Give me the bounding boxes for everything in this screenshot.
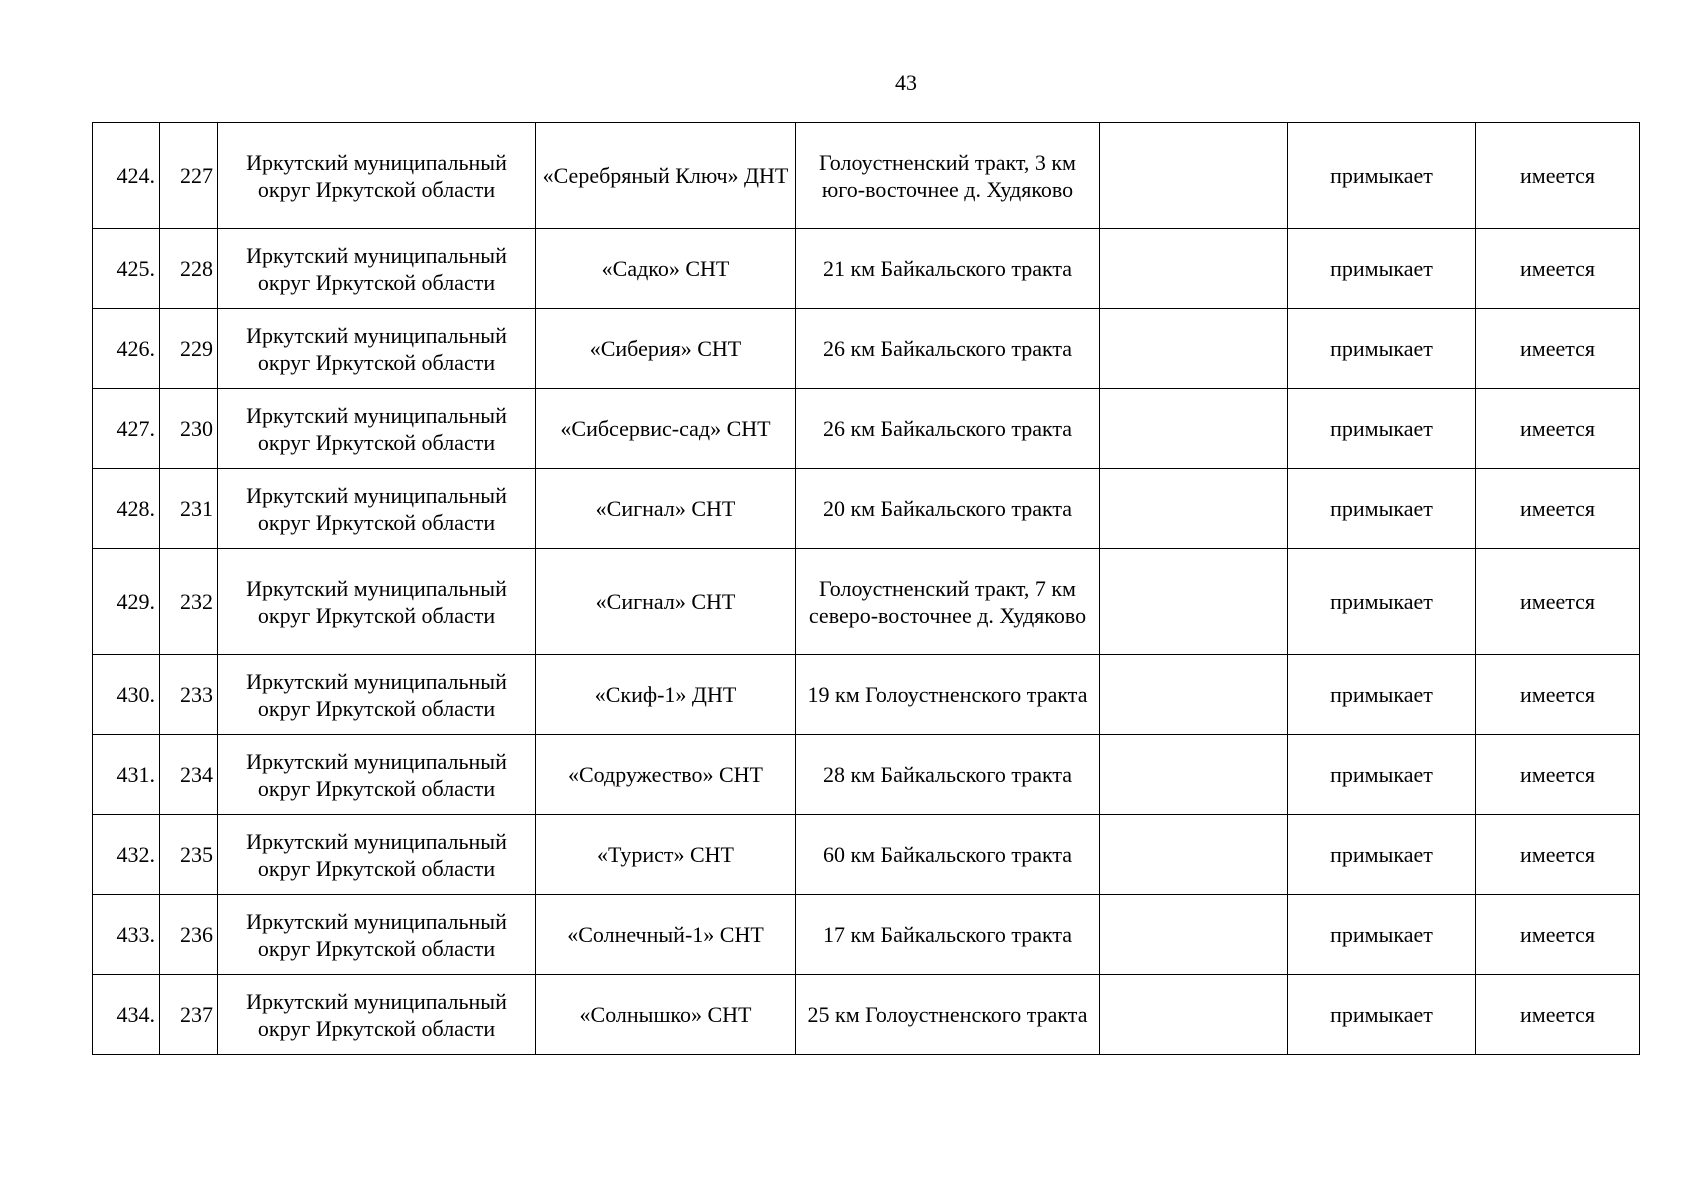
location-cell: 19 км Голоустненского тракта xyxy=(796,655,1100,735)
partnership-name-cell: «Сигнал» СНТ xyxy=(536,469,796,549)
availability-cell: имеется xyxy=(1476,895,1640,975)
adjacency-cell: примыкает xyxy=(1288,549,1476,655)
empty-cell xyxy=(1100,469,1288,549)
adjacency-cell: примыкает xyxy=(1288,309,1476,389)
district-cell: Иркутский муниципальный округ Иркутской области xyxy=(218,229,536,309)
partnership-name-cell: «Турист» СНТ xyxy=(536,815,796,895)
district-cell: Иркутский муниципальный округ Иркутской области xyxy=(218,549,536,655)
sub-number-cell: 235 xyxy=(160,815,218,895)
adjacency-cell: примыкает xyxy=(1288,389,1476,469)
page-number: 43 xyxy=(895,70,917,95)
partnership-name-cell: «Содружество» СНТ xyxy=(536,735,796,815)
availability-cell: имеется xyxy=(1476,389,1640,469)
sub-number-cell: 229 xyxy=(160,309,218,389)
availability-cell: имеется xyxy=(1476,655,1640,735)
district-cell: Иркутский муниципальный округ Иркутской области xyxy=(218,895,536,975)
district-cell: Иркутский муниципальный округ Иркутской области xyxy=(218,123,536,229)
location-cell: 17 км Байкальского тракта xyxy=(796,895,1100,975)
table-row xyxy=(93,389,1640,469)
location-cell: 28 км Байкальского тракта xyxy=(796,735,1100,815)
row-number-cell: 429. xyxy=(93,549,160,655)
registry-table xyxy=(92,122,1640,1055)
row-number-cell: 434. xyxy=(93,975,160,1055)
partnership-name-cell: «Сибсервис-сад» СНТ xyxy=(536,389,796,469)
availability-cell: имеется xyxy=(1476,123,1640,229)
partnership-name-cell: «Солнышко» СНТ xyxy=(536,975,796,1055)
adjacency-cell: примыкает xyxy=(1288,975,1476,1055)
row-number-cell: 428. xyxy=(93,469,160,549)
empty-cell xyxy=(1100,389,1288,469)
empty-cell xyxy=(1100,975,1288,1055)
adjacency-cell: примыкает xyxy=(1288,735,1476,815)
availability-cell: имеется xyxy=(1476,469,1640,549)
sub-number-cell: 227 xyxy=(160,123,218,229)
sub-number-cell: 237 xyxy=(160,975,218,1055)
table-row xyxy=(93,309,1640,389)
row-number-cell: 432. xyxy=(93,815,160,895)
sub-number-cell: 230 xyxy=(160,389,218,469)
partnership-name-cell: «Серебряный Ключ» ДНТ xyxy=(536,123,796,229)
location-cell: Голоустненский тракт, 3 км юго-восточнее д. Худяково xyxy=(796,123,1100,229)
location-cell: 20 км Байкальского тракта xyxy=(796,469,1100,549)
row-number-cell: 431. xyxy=(93,735,160,815)
empty-cell xyxy=(1100,229,1288,309)
row-number-cell: 430. xyxy=(93,655,160,735)
table-row xyxy=(93,469,1640,549)
empty-cell xyxy=(1100,655,1288,735)
adjacency-cell: примыкает xyxy=(1288,469,1476,549)
sub-number-cell: 234 xyxy=(160,735,218,815)
table-row xyxy=(93,735,1640,815)
sub-number-cell: 236 xyxy=(160,895,218,975)
availability-cell: имеется xyxy=(1476,549,1640,655)
adjacency-cell: примыкает xyxy=(1288,123,1476,229)
adjacency-cell: примыкает xyxy=(1288,895,1476,975)
partnership-name-cell: «Сиберия» СНТ xyxy=(536,309,796,389)
table-row xyxy=(93,123,1640,229)
empty-cell xyxy=(1100,735,1288,815)
row-number-cell: 425. xyxy=(93,229,160,309)
availability-cell: имеется xyxy=(1476,975,1640,1055)
partnership-name-cell: «Сигнал» СНТ xyxy=(536,549,796,655)
table-body xyxy=(93,123,1640,1055)
district-cell: Иркутский муниципальный округ Иркутской области xyxy=(218,655,536,735)
table-row xyxy=(93,549,1640,655)
table-row xyxy=(93,229,1640,309)
table-row xyxy=(93,815,1640,895)
table-row xyxy=(93,655,1640,735)
sub-number-cell: 233 xyxy=(160,655,218,735)
empty-cell xyxy=(1100,123,1288,229)
district-cell: Иркутский муниципальный округ Иркутской области xyxy=(218,815,536,895)
location-cell: Голоустненский тракт, 7 км северо-восточнее д. Худяково xyxy=(796,549,1100,655)
district-cell: Иркутский муниципальный округ Иркутской области xyxy=(218,975,536,1055)
location-cell: 60 км Байкальского тракта xyxy=(796,815,1100,895)
district-cell: Иркутский муниципальный округ Иркутской области xyxy=(218,309,536,389)
adjacency-cell: примыкает xyxy=(1288,815,1476,895)
location-cell: 21 км Байкальского тракта xyxy=(796,229,1100,309)
partnership-name-cell: «Садко» СНТ xyxy=(536,229,796,309)
row-number-cell: 433. xyxy=(93,895,160,975)
partnership-name-cell: «Скиф-1» ДНТ xyxy=(536,655,796,735)
row-number-cell: 424. xyxy=(93,123,160,229)
availability-cell: имеется xyxy=(1476,309,1640,389)
location-cell: 26 км Байкальского тракта xyxy=(796,309,1100,389)
table-row xyxy=(93,895,1640,975)
row-number-cell: 427. xyxy=(93,389,160,469)
district-cell: Иркутский муниципальный округ Иркутской области xyxy=(218,389,536,469)
adjacency-cell: примыкает xyxy=(1288,655,1476,735)
availability-cell: имеется xyxy=(1476,815,1640,895)
sub-number-cell: 231 xyxy=(160,469,218,549)
adjacency-cell: примыкает xyxy=(1288,229,1476,309)
empty-cell xyxy=(1100,309,1288,389)
empty-cell xyxy=(1100,895,1288,975)
sub-number-cell: 232 xyxy=(160,549,218,655)
partnership-name-cell: «Солнечный-1» СНТ xyxy=(536,895,796,975)
location-cell: 26 км Байкальского тракта xyxy=(796,389,1100,469)
location-cell: 25 км Голоустненского тракта xyxy=(796,975,1100,1055)
table-row xyxy=(93,975,1640,1055)
availability-cell: имеется xyxy=(1476,735,1640,815)
sub-number-cell: 228 xyxy=(160,229,218,309)
row-number-cell: 426. xyxy=(93,309,160,389)
empty-cell xyxy=(1100,549,1288,655)
availability-cell: имеется xyxy=(1476,229,1640,309)
district-cell: Иркутский муниципальный округ Иркутской области xyxy=(218,735,536,815)
empty-cell xyxy=(1100,815,1288,895)
district-cell: Иркутский муниципальный округ Иркутской области xyxy=(218,469,536,549)
